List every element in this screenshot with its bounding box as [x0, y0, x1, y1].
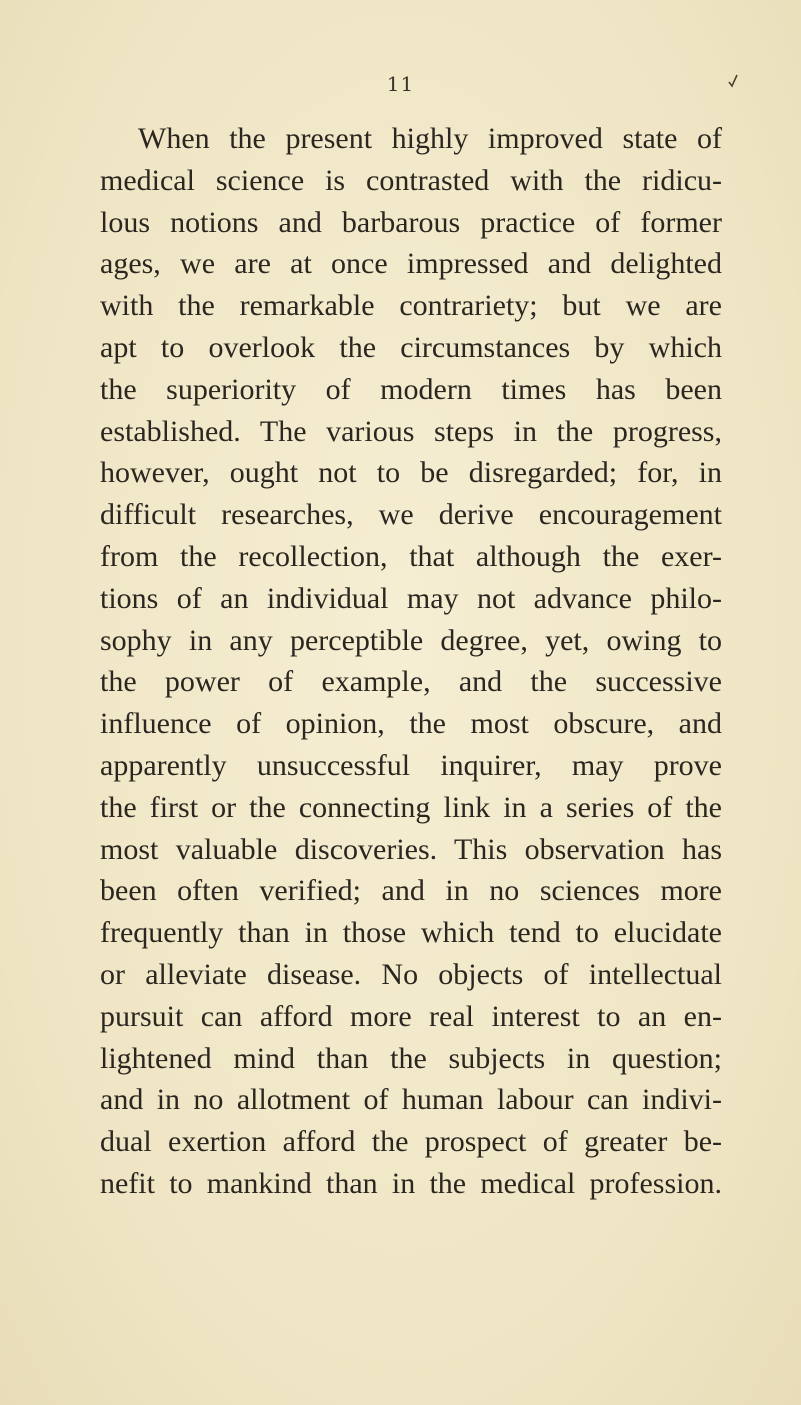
body-paragraph — [100, 118, 722, 1205]
text-line: apparently unsuccessful inquirer, may prove — [100, 748, 722, 782]
text-line: the power of example, and the successive — [100, 665, 722, 699]
text-line: influence of opinion, the most obscure, and — [100, 707, 722, 741]
text-line: When the present highly improved state of — [138, 122, 722, 155]
text-line: tions of an individual may not advance philo- — [100, 581, 722, 615]
text-line: established. The various steps in the progress, — [100, 414, 722, 448]
page-number: 11 — [386, 72, 415, 96]
text-line: lightened mind than the subjects in question; — [100, 1041, 722, 1075]
text-line: and in no allotment of human labour can indivi- — [100, 1083, 722, 1117]
check-mark-icon — [728, 74, 738, 88]
text-line: medical science is contrasted with the ridicu- — [100, 163, 722, 197]
text-line: been often verified; and in no sciences more — [100, 874, 722, 908]
text-line: difficult researches, we derive encouragement — [100, 498, 722, 532]
text-line: or alleviate disease. No objects of intellectual — [100, 957, 722, 991]
text-line: most valuable discoveries. This observation has — [100, 832, 722, 866]
text-line: lous notions and barbarous practice of former — [100, 205, 722, 239]
text-line: pursuit can afford more real interest to an en- — [100, 999, 722, 1033]
text-line: the superiority of modern times has been — [100, 372, 722, 406]
text-line: dual exertion afford the prospect of greater be- — [100, 1125, 722, 1159]
text-line: the first or the connecting link in a series of the — [100, 790, 722, 824]
text-line: ages, we are at once impressed and delighted — [100, 247, 722, 281]
text-line: sophy in any perceptible degree, yet, owing to — [100, 623, 722, 657]
text-line: with the remarkable contrariety; but we are — [100, 289, 722, 323]
text-line: nefit to mankind than in the medical profession. — [100, 1166, 722, 1200]
text-line: from the recollection, that although the exer- — [100, 539, 722, 573]
text-line: however, ought not to be disregarded; for, in — [100, 456, 722, 490]
text-line: frequently than in those which tend to elucidate — [100, 916, 722, 950]
text-line: apt to overlook the circumstances by which — [100, 330, 722, 364]
